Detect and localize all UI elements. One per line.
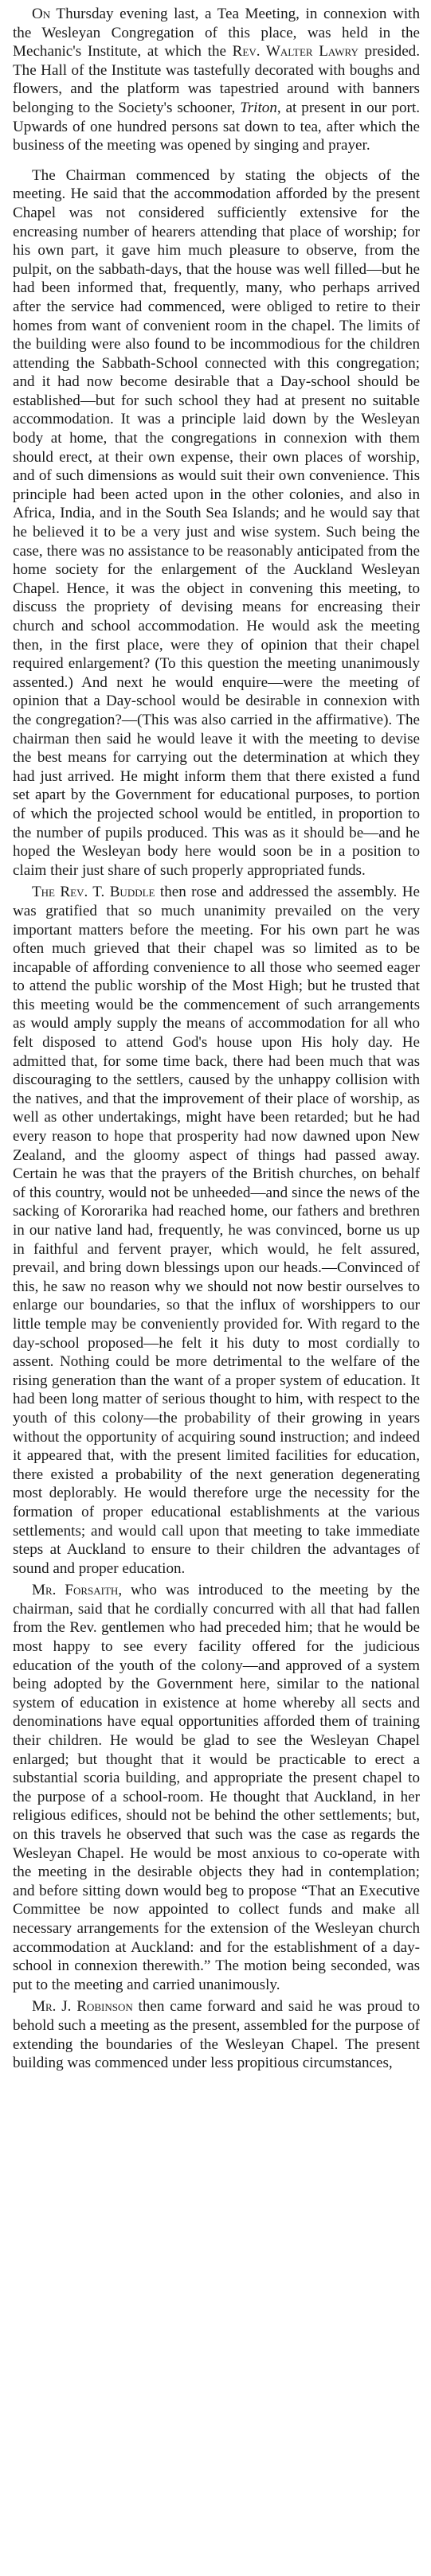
paragraph-text: then came forward and said he was proud to behold such a meeting as the present, assembled for the purpose of extending the boundaries of the Wesleyan Chapel. The present building was commenced under less propitious circumstances, — [13, 1998, 420, 2072]
chairman-name: Rev. Walter Lawry — [232, 43, 359, 60]
paragraph-text: presided. The Hall of the Institute was tastefully decorated with boughs and flowers, and the platform was tapestried around with banners belonging to the Society's schooner, — [13, 43, 420, 116]
speaker-name: The Rev. T. Buddle — [32, 884, 155, 901]
paragraph-text: , at present in our port. Upwards of one hundred persons sat down to tea, after which the business of the meeting was opened by singing and prayer. — [13, 99, 420, 154]
paragraph-tea-meeting — [13, 5, 420, 155]
paragraph-robinson-address — [13, 1997, 420, 2072]
speaker-name: Mr. J. Robinson — [32, 1998, 133, 2016]
paragraph-forsaith-address — [13, 1581, 420, 1994]
paragraph-text: Thursday evening last, a Tea Meeting, in connexion with the Wesleyan Congregation of this place, was held in the Mechanic's Institute, at which the — [13, 6, 420, 60]
paragraph-buddle-address — [13, 883, 420, 1578]
speaker-name: Mr. Forsaith — [32, 1582, 119, 1599]
schooner-name: Triton — [240, 99, 277, 116]
paragraph-chairman-address: The Chairman commenced by stating the objects of the meeting. He said that the accommodation afforded by the present Chapel was not considered sufficiently extensive for the encreasing number of hearers attending that place of worship; for his own part, it gave him much pleasure to observe, from the pulpit, on the sabbath-days, that the house was well filled—but he had been informed that, frequently, many, who perhaps arrived after the service had commenced, were obliged to retire to their homes from want of convenient room in the chapel. The limits of the building were also found to be incommodious for the children attending the Sabbath-School connected with this congregation; and it had now become desirable that a Day-school should be established—but for such school they had at present no suitable accommodation. It was a principle laid down by the Wesleyan body at home, that the congregations in connexion with them should erect, at their own expense, their own places of worship, and of such dimensions as would suit their own convenience. This principle had been acted upon in the other colonies, and also in Africa, India, and in the South Sea Islands; and he would say that he believed it to be a very just and wise system. Such being the case, there was no assistance to be reasonably anticipated from the home society for the enlargement of the Auckland Wesleyan Chapel. Hence, it was the object in convening this meeting, to discuss the propriety of devising means for encreasing their church and school accommodation. He would ask the meeting then, in the first place, were they of opinion that their chapel required enlargement? (To this question the meeting unanimously assented.) And next he would enquire—were the meeting of opinion that a Day-school would be desirable in connexion with the congregation?—(This was also carried in the affirmative). The chairman then said he would leave it with the meeting to devise the best means for carrying out the determination at which they had just arrived. He might inform them that there existed a fund set apart by the Government for educational purposes, to portion of which the projected school would be entitled, in proportion to the number of pupils produced. This was as it should be—and he hoped the Wesleyan body here would soon be in a position to claim their just share of such properly appropriated funds. — [13, 166, 420, 879]
paragraph-text: , who was introduced to the meeting by the chairman, said that he cordially concurred with all that had fallen from the Rev. gentlemen who had preceded him; that he would be most happy to see every facility offered for the judicious education of the youth of the colony—and approved of a system being adopted by the Government here, similar to the national system of education in existence at home whereby all sects and denominations have equal opportunities afforded them of training their children. He would be glad to see the Wesleyan Chapel enlarged; but thought that it would be practicable to erect a substantial scoria building, and appropriate the present chapel to the purpose of a school-room. He thought that Auckland, in her religious edifices, should not be behind the other settlements; but, on this travels he observed that such was the case as regards the Wesleyan Chapel. He would be most anxious to co-operate with the meeting in the desirable objects they had in contemplation; and before sitting down would beg to propose “That an Executive Committee be now appointed to collect funds and make all necessary arrangements for the extension of the Wesleyan church accommodation at Auckland: and for the establishment of a day-school in connexion therewith.” The motion being seconded, was put to the meeting and carried unanimously. — [13, 1582, 420, 1993]
lead-word: On — [32, 6, 51, 22]
paragraph-text: then rose and addressed the assembly. He was gratified that so much unanimity prevailed on the very important matters before the meeting. For his own part he was often much grieved that their chapel was so limited as to be incapable of affording convenience to all those who seemed eager to attend the public worship of the Most High; but he trusted that this meeting would be the commencement of such arrangements as would amply supply the means of accommodation for all who felt disposed to attend God's house upon His holy day. He admitted that, for some time back, there had been much that was discouraging to the settlers, caused by the unhappy collision with the natives, and that the improvement of their place of worship, as well as other undertakings, might have been retarded; but he had every reason to hope that prosperity had now dawned upon New Zealand, and the gloomy aspect of things had passed away. Certain he was that the prayers of the British churches, on behalf of this country, would not be unheeded—and since the news of the sacking of Kororarika had reached home, our fathers and brethren in our native land had, frequently, he was convinced, borne us up in faithful and fervent prayer, which would, he felt assured, prevail, and bring down blessings upon our heads.—Convinced of this, he saw no reason why we should not now bestir ourselves to enlarge our boundaries, so that the influx of worshippers to our little temple may be conveniently provided for. With regard to the day-school proposed—he felt it his duty to most cordially to assent. Nothing could be more detrimental to the welfare of the rising generation than the want of a proper system of education. It had been long matter of serious thought to him, with respect to the youth of this colony—the probability of their growing in years without the opportunity of acquiring sound instruction; and indeed it appeared that, with the present limited facilities for education, there existed a probability of the next generation degenerating most deplorably. He would therefore urge the necessity for the formation of proper educational establishments at the various settlements; and would call upon that meeting to take immediate steps at Auckland to ensure to their children the advantages of sound and proper education. — [13, 884, 420, 1577]
